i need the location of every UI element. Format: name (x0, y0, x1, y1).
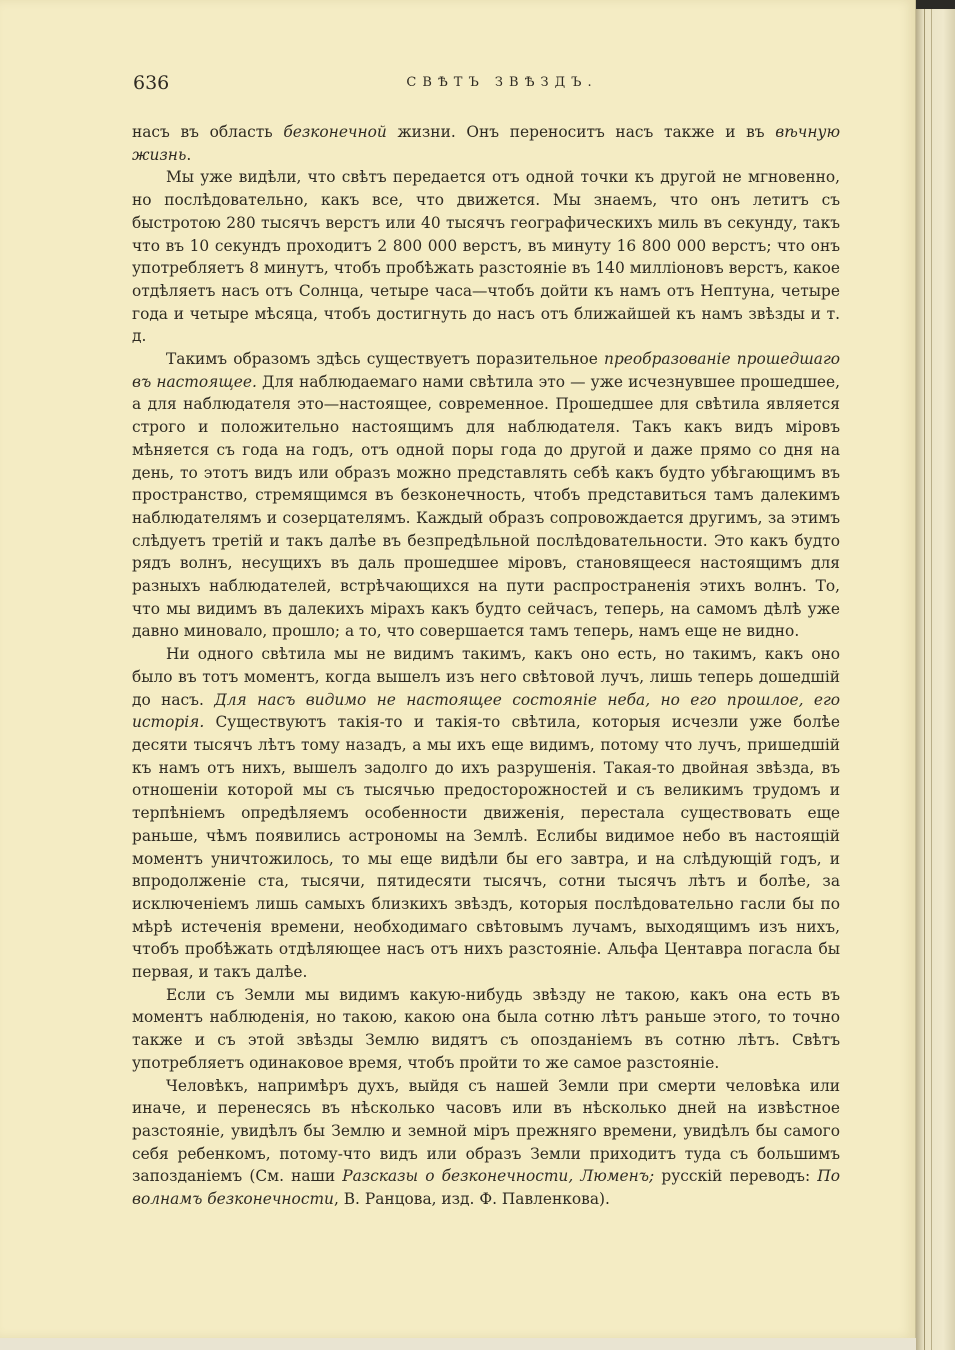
page-fold-line (931, 9, 932, 1350)
italic-text: безконечной (283, 123, 387, 141)
page-fold-line (924, 9, 925, 1350)
text-run: насъ въ область (132, 123, 284, 141)
scan-bottom-edge (0, 1338, 916, 1350)
text-run: Человѣкъ, напримѣръ духъ, выйдя съ нашей Земли при смерти человѣка или иначе, и перенесясь въ нѣсколько часовъ или въ нѣсколько дней на извѣстное разстояніе, увидѣлъ бы Землю и земной міръ прежняго времени, увидѣлъ бы самого себя ребенкомъ, потому-что видъ или образъ Земли приходитъ туда съ большимъ запозданіемъ (См. наши (132, 1076, 840, 1186)
text-run: Для наблюдаемаго нами свѣтила это — уже исчезнувшее прошедшее, а для наблюдателя это—настоящее, современное. Прошедшее для свѣтила является строго и положительно настоящимъ для наблюдателя. Такъ какъ видъ міровъ мѣняется съ года на годъ, отъ одной поры года до другой и даже прямо со дня на день, то этотъ видъ или образъ можно представлять себѣ какъ будто убѣгающимъ въ пространство, стремящимся въ безконечность, чтобъ представиться тамъ далекимъ наблюдателямъ и созерцателямъ. Каждый образъ сопровождается другимъ, за этимъ слѣдуетъ третій и такъ далѣе въ безпредѣльной послѣдовательности. Это какъ будто рядъ волнъ, несущихъ въ даль прошедшее міровъ, становящееся настоящимъ для разныхъ наблюдателей, встрѣчающихся на пути распространенія этихъ волнъ. То, что мы видимъ въ далекихъ мірахъ какъ будто сейчасъ, теперь, на самомъ дѣлѣ уже давно миновало, прошло; а то, что совершается тамъ теперь, намъ еще не видно. (132, 372, 841, 641)
running-title: СВѢТЪ ЗВѢЗДЪ. (406, 75, 598, 90)
text-run: Мы уже видѣли, что свѣтъ передается отъ одной точки къ другой не мгновенно, но послѣдовательно, какъ все, что движется. Мы знаемъ, что онъ летитъ съ быстротою 280 тысячъ верстъ или 40 тысячъ географическихъ миль въ секунду, такъ что въ 10 секундъ проходитъ 2 800 000 верстъ, въ минуту 16 800 000 верстъ; что онъ употребляетъ 8 минутъ, чтобъ пробѣжать разстояніе въ 140 милліоновъ верстъ, какое отдѣляетъ насъ отъ Солнца, четыре часа—чтобъ дойти къ намъ отъ Нептуна, четыре года и четыре мѣсяца, чтобъ достигнуть до насъ отъ ближайшей къ намъ звѣзды и т. д. (132, 168, 840, 346)
text-run: жизни. Онъ переноситъ насъ также и въ (386, 123, 776, 141)
italic-text: По волнамъ безконечности (132, 1167, 840, 1209)
paragraph (132, 166, 840, 348)
paragraph (132, 121, 840, 166)
text-run: , В. Ранцова, изд. Ф. Павленкова). (333, 1190, 610, 1209)
text-run: русскій переводъ: (654, 1167, 818, 1186)
italic-text: преобразованіе прошедшаго въ настоящее. (132, 350, 841, 391)
paragraph (132, 984, 840, 1075)
body-text (132, 121, 840, 1211)
text-run: Такимъ образомъ здѣсь существуетъ поразительное (166, 350, 605, 369)
italic-text: Разсказы о безконечности, Люменъ; (342, 1167, 655, 1186)
text-run: . (186, 145, 192, 164)
next-page-edge (916, 9, 955, 1350)
page-number: 636 (133, 72, 170, 94)
paragraph (132, 643, 840, 984)
italic-text: Для насъ видимо не настоящее состояніе неба, но его прошлое, его исторія. (132, 690, 841, 732)
italic-text: вѣчную жизнь (132, 123, 840, 164)
page-header (133, 70, 841, 100)
text-run: Если съ Земли мы видимъ какую-нибудь звѣзду не такою, какъ она есть въ моментъ наблюденія, но такою, какою она была сотню лѣтъ раньше этого, то точно также и съ этой звѣзды Землю видятъ съ опозданіемъ въ сотню лѣтъ. Свѣтъ употребляетъ одинаковое время, чтобъ пройти то же самое разстояніе. (132, 985, 840, 1072)
text-run: Ни одного свѣтила мы не видимъ такимъ, какъ оно есть, но такимъ, какъ оно было въ тотъ моментъ, когда вышелъ изъ него свѣтовой лучъ, лишь теперь дошедшій до насъ. (132, 645, 840, 709)
paragraph (132, 1075, 840, 1211)
text-run: Существуютъ такія-то и такія-то свѣтила, которыя исчезли уже болѣе десяти тысячъ лѣтъ тому назадъ, а мы ихъ еще видимъ, потому что лучъ, пришедшій къ намъ отъ нихъ, вышелъ задолго до ихъ разрушенія. Такая-то двойная звѣзда, въ отношеніи которой мы съ тысячью предосторожностей и съ великимъ трудомъ и терпѣніемъ опредѣляемъ особенности движенія, перестала существовать еще раньше, чѣмъ появились астрономы на Землѣ. Еслибы видимое небо въ настоящій моментъ уничтожилось, то мы еще видѣли бы его завтра, и на слѣдующій годъ, и впродолженіе ста, тысячи, пятидесяти тысячъ, сотни тысячъ лѣтъ и болѣе, за исключеніемъ лишь самыхъ близкихъ звѣздъ, которыя послѣдовательно гасли бы по мѣрѣ истеченія времени, необходимаго свѣтовымъ лучамъ, выходящимъ изъ нихъ, чтобъ пробѣжать отдѣляющее насъ отъ нихъ разстояніе. Альфа Центавра погасла бы первая, и такъ далѣе. (132, 713, 840, 982)
paragraph (132, 348, 840, 643)
